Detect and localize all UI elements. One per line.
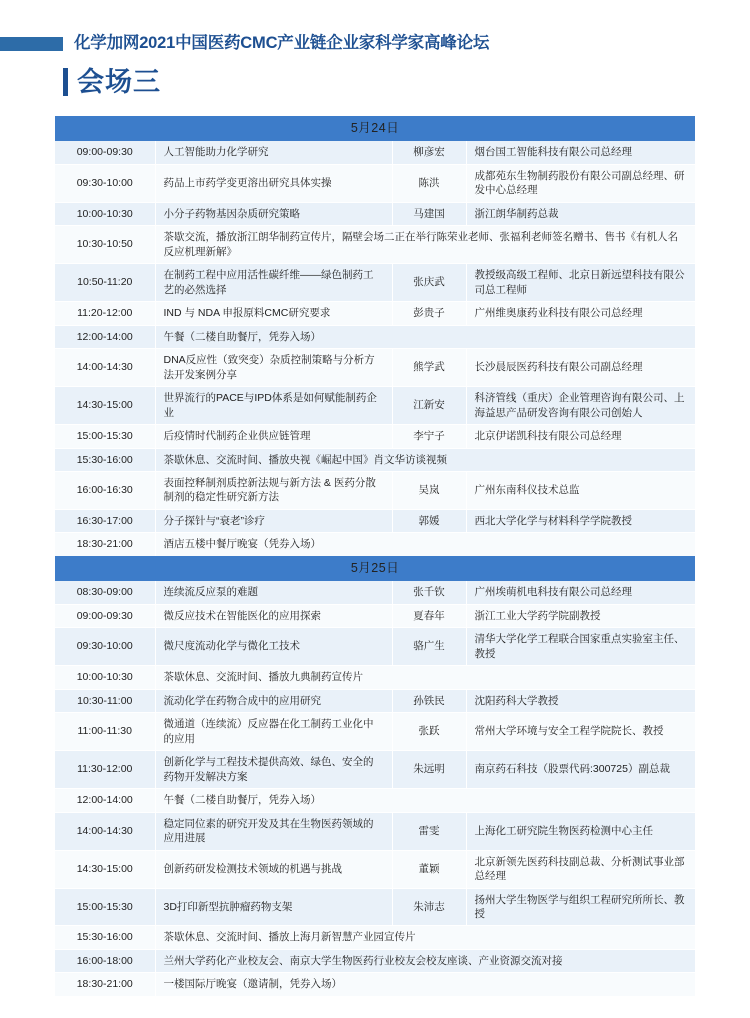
session-organization: 扬州大学生物医学与组织工程研究所所长、教授 (466, 888, 695, 926)
session-time: 10:00-10:30 (55, 202, 155, 225)
schedule-row (55, 472, 695, 510)
session-speaker: 熊学武 (392, 349, 466, 387)
session-topic: 药品上市药学变更溶出研究具体实操 (155, 164, 392, 202)
schedule-row (55, 604, 695, 627)
session-organization: 上海化工研究院生物医药检测中心主任 (466, 812, 695, 850)
session-topic: 微尺度流动化学与微化工技术 (155, 628, 392, 666)
day-header-row (55, 116, 695, 141)
session-time: 09:30-10:00 (55, 164, 155, 202)
schedule-row (55, 164, 695, 202)
schedule-row (55, 973, 695, 996)
session-time: 16:00-16:30 (55, 472, 155, 510)
schedule-row (55, 581, 695, 604)
session-organization: 西北大学化学与材料科学学院教授 (466, 509, 695, 532)
session-topic: 兰州大学药化产业校友会、南京大学生物医药行业校友会校友座谈、产业资源交流对接 (155, 949, 695, 972)
session-speaker: 夏春年 (392, 604, 466, 627)
session-topic: 午餐（二楼自助餐厅，凭券入场） (155, 789, 695, 812)
session-organization: 浙江朗华制药总裁 (466, 202, 695, 225)
session-topic: 微反应技术在智能医化的应用探索 (155, 604, 392, 627)
session-topic: 微通道（连续流）反应器在化工制药工业化中的应用 (155, 713, 392, 751)
session-topic: 茶歇休息、交流时间、播放央视《崛起中国》肖文华访谈视频 (155, 448, 695, 471)
session-topic: 分子探针与“衰老”诊疗 (155, 509, 392, 532)
schedule-row (55, 533, 695, 556)
schedule-row (55, 789, 695, 812)
session-organization: 常州大学环境与安全工程学院院长、教授 (466, 713, 695, 751)
venue-heading (63, 68, 161, 96)
session-speaker: 朱沛志 (392, 888, 466, 926)
session-topic: 茶歇休息、交流时间、播放九典制药宣传片 (155, 666, 695, 689)
schedule-row (55, 302, 695, 325)
session-organization: 广州埃萌机电科技有限公司总经理 (466, 581, 695, 604)
schedule-row (55, 425, 695, 448)
session-topic: 流动化学在药物合成中的应用研究 (155, 689, 392, 712)
session-topic: 世界流行的PACE与IPD体系是如何赋能制药企业 (155, 387, 392, 425)
session-speaker: 彭贵子 (392, 302, 466, 325)
session-speaker: 吴岚 (392, 472, 466, 510)
session-time: 09:00-09:30 (55, 141, 155, 164)
session-topic: 一楼国际厅晚宴（邀请制，凭券入场） (155, 973, 695, 996)
session-time: 11:20-12:00 (55, 302, 155, 325)
schedule-row (55, 888, 695, 926)
session-topic: 茶歇交流，播放浙江朗华制药宣传片，隔壁会场二正在举行陈荣业老师、张福利老师签名赠书、售书《有机人名反应机理新解》 (155, 226, 695, 264)
schedule-row (55, 628, 695, 666)
session-time: 18:30-21:00 (55, 973, 155, 996)
schedule-row (55, 141, 695, 164)
session-time: 10:50-11:20 (55, 264, 155, 302)
session-organization: 广州维奥康药业科技有限公司总经理 (466, 302, 695, 325)
session-time: 16:00-18:00 (55, 949, 155, 972)
session-organization: 广州东南科仪技术总监 (466, 472, 695, 510)
session-topic: 后疫情时代制药企业供应链管理 (155, 425, 392, 448)
session-time: 14:30-15:00 (55, 387, 155, 425)
session-speaker: 李宁子 (392, 425, 466, 448)
session-time: 15:30-16:00 (55, 448, 155, 471)
venue-label: 会场三 (77, 66, 161, 97)
session-organization: 北京新领先医药科技副总裁、分析测试事业部总经理 (466, 850, 695, 888)
session-organization: 南京药石科技（股票代码:300725）副总裁 (466, 751, 695, 789)
schedule-body-day2 (55, 556, 695, 996)
day-date-label: 5月24日 (55, 116, 695, 141)
session-organization: 北京伊诺凯科技有限公司总经理 (466, 425, 695, 448)
session-organization: 浙江工业大学药学院副教授 (466, 604, 695, 627)
schedule-row (55, 812, 695, 850)
session-speaker: 马建国 (392, 202, 466, 225)
session-organization: 成都苑东生物制药股份有限公司副总经理、研发中心总经理 (466, 164, 695, 202)
session-organization: 烟台国工智能科技有限公司总经理 (466, 141, 695, 164)
schedule-row (55, 713, 695, 751)
session-time: 11:00-11:30 (55, 713, 155, 751)
session-organization: 教授级高级工程师、北京日新远望科技有限公司总工程师 (466, 264, 695, 302)
session-topic: 创新化学与工程技术提供高效、绿色、安全的药物开发解决方案 (155, 751, 392, 789)
session-topic: 连续流反应泵的难题 (155, 581, 392, 604)
session-time: 15:30-16:00 (55, 926, 155, 949)
session-topic: DNA反应性（致突变）杂质控制策略与分析方法开发案例分享 (155, 349, 392, 387)
session-topic: 稳定同位素的研究开发及其在生物医药领域的应用进展 (155, 812, 392, 850)
session-topic: 人工智能助力化学研究 (155, 141, 392, 164)
schedule-table-day1 (55, 116, 695, 557)
session-time: 08:30-09:00 (55, 581, 155, 604)
session-topic: 小分子药物基因杂质研究策略 (155, 202, 392, 225)
session-time: 15:00-15:30 (55, 888, 155, 926)
session-organization: 长沙晨辰医药科技有限公司副总经理 (466, 349, 695, 387)
session-topic: 酒店五楼中餐厅晚宴（凭券入场） (155, 533, 695, 556)
session-time: 10:30-10:50 (55, 226, 155, 264)
session-topic: 茶歇休息、交流时间、播放上海月新智慧产业园宣传片 (155, 926, 695, 949)
schedule-row (55, 387, 695, 425)
session-time: 12:00-14:00 (55, 325, 155, 348)
schedule-row (55, 751, 695, 789)
schedule-row (55, 448, 695, 471)
session-speaker: 江新安 (392, 387, 466, 425)
session-time: 14:00-14:30 (55, 812, 155, 850)
schedule-row (55, 202, 695, 225)
session-topic: 午餐（二楼自助餐厅，凭券入场） (155, 325, 695, 348)
session-speaker: 朱远明 (392, 751, 466, 789)
session-speaker: 董颖 (392, 850, 466, 888)
session-topic: IND 与 NDA 申报原料CMC研究要求 (155, 302, 392, 325)
session-organization: 清华大学化学工程联合国家重点实验室主任、教授 (466, 628, 695, 666)
schedule-row (55, 666, 695, 689)
schedule-row (55, 509, 695, 532)
day-date-label: 5月25日 (55, 556, 695, 581)
session-topic: 在制药工程中应用活性碳纤维——绿色制药工艺的必然选择 (155, 264, 392, 302)
schedule-row (55, 264, 695, 302)
header-title-row (0, 36, 750, 51)
session-time: 09:30-10:00 (55, 628, 155, 666)
session-topic: 创新药研发检测技术领域的机遇与挑战 (155, 850, 392, 888)
session-organization: 科济管线（重庆）企业管理咨询有限公司、上海益思产品研发咨询有限公司创始人 (466, 387, 695, 425)
session-time: 09:00-09:30 (55, 604, 155, 627)
schedule-row (55, 226, 695, 264)
schedule-row (55, 850, 695, 888)
session-speaker: 张千钦 (392, 581, 466, 604)
header-accent-swatch (0, 37, 63, 51)
session-speaker: 郭媛 (392, 509, 466, 532)
schedule-row (55, 325, 695, 348)
session-speaker: 柳彦宏 (392, 141, 466, 164)
session-speaker: 孙铁民 (392, 689, 466, 712)
session-speaker: 骆广生 (392, 628, 466, 666)
session-time: 15:00-15:30 (55, 425, 155, 448)
session-organization: 沈阳药科大学教授 (466, 689, 695, 712)
session-topic: 表面控释制剂质控新法规与新方法 & 医药分散制剂的稳定性研究新方法 (155, 472, 392, 510)
session-speaker: 陈洪 (392, 164, 466, 202)
schedule-row (55, 349, 695, 387)
session-time: 14:00-14:30 (55, 349, 155, 387)
page-title: 化学加网2021中国医药CMC产业链企业家科学家高峰论坛 (74, 34, 490, 53)
schedule-row (55, 926, 695, 949)
session-speaker: 张庆武 (392, 264, 466, 302)
session-speaker: 张跃 (392, 713, 466, 751)
session-time: 14:30-15:00 (55, 850, 155, 888)
session-time: 10:30-11:00 (55, 689, 155, 712)
schedule-row (55, 689, 695, 712)
session-time: 12:00-14:00 (55, 789, 155, 812)
session-topic: 3D打印新型抗肿瘤药物支架 (155, 888, 392, 926)
session-time: 16:30-17:00 (55, 509, 155, 532)
day-header-row (55, 556, 695, 581)
schedule-body-day1 (55, 116, 695, 556)
session-time: 11:30-12:00 (55, 751, 155, 789)
venue-accent-bar (63, 68, 68, 96)
schedule-table-day2 (55, 556, 695, 997)
schedule-row (55, 949, 695, 972)
session-time: 18:30-21:00 (55, 533, 155, 556)
session-time: 10:00-10:30 (55, 666, 155, 689)
session-speaker: 雷雯 (392, 812, 466, 850)
